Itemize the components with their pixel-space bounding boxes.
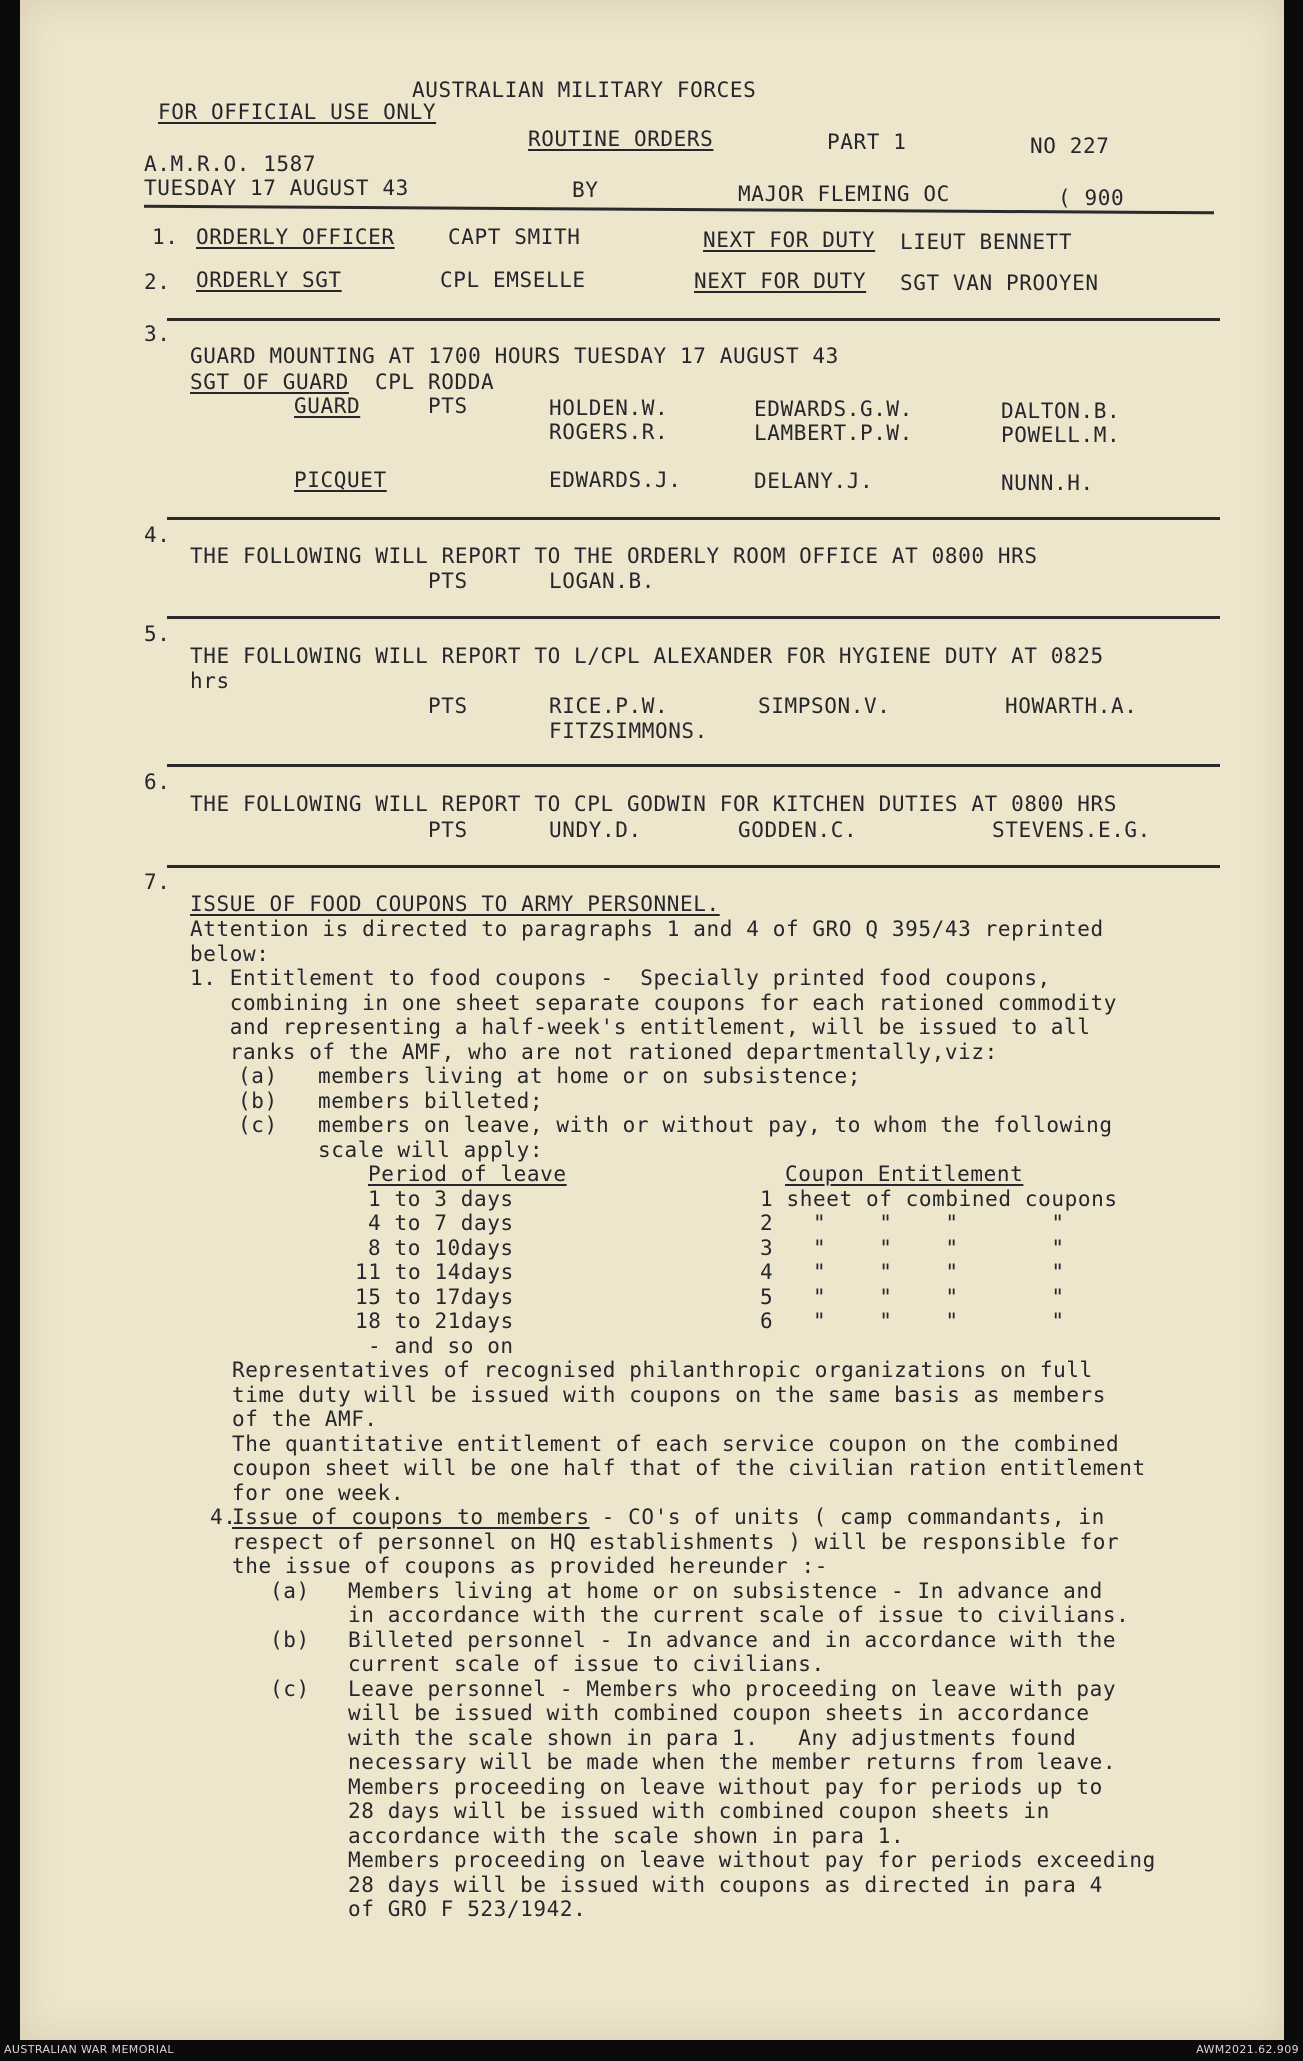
- body-line: respect of personnel on HQ establishments ) will be responsible for: [232, 1530, 1120, 1554]
- document-page: [20, 0, 1284, 2040]
- routine-orders-label: ROUTINE ORDERS: [528, 127, 714, 151]
- person-name: GODDEN.C.: [738, 818, 858, 842]
- leave-period: 8 to 10days: [368, 1236, 514, 1260]
- pts-label: PTS: [428, 818, 468, 842]
- section-number: 6.: [144, 770, 171, 794]
- coupon-entitlement: 5 " " " ": [760, 1285, 1065, 1309]
- coupon-entitlement: 6 " " " ": [760, 1309, 1065, 1333]
- leave-period: 4 to 7 days: [368, 1211, 514, 1235]
- org-title: AUSTRALIAN MILITARY FORCES: [412, 78, 757, 102]
- part-label: PART 1: [827, 130, 907, 154]
- coupon-entitlement: 4 " " " ": [760, 1260, 1065, 1284]
- body-line: Representatives of recognised philanthropic organizations on full: [232, 1358, 1093, 1382]
- item-text: accordance with the scale shown in para 1.: [348, 1824, 905, 1848]
- guard-label: GUARD: [294, 394, 361, 418]
- item-text: Billeted personnel - In advance and in accordance with the: [348, 1628, 1117, 1652]
- person-name: UNDY.D.: [549, 818, 642, 842]
- official-use-label: FOR OFFICIAL USE ONLY: [158, 100, 437, 124]
- item-text: in accordance with the current scale of issue to civilians.: [348, 1603, 1130, 1627]
- person-name: FITZSIMMONS.: [549, 719, 708, 743]
- item-text: members on leave, with or without pay, to whom the following: [318, 1113, 1113, 1137]
- body-line: coupon sheet will be one half that of the civilian ration entitlement: [232, 1456, 1146, 1480]
- order-date: TUESDAY 17 AUGUST 43: [144, 176, 409, 200]
- item-text: members billeted;: [318, 1089, 544, 1113]
- item-text: Leave personnel - Members who proceeding on leave with pay: [348, 1677, 1117, 1701]
- para-first-line: - CO's of units ( camp commandants, in: [588, 1505, 1105, 1529]
- next-for-duty-label: NEXT FOR DUTY: [694, 269, 867, 293]
- report-text: THE FOLLOWING WILL REPORT TO L/CPL ALEXANDER FOR HYGIENE DUTY AT 0825: [190, 644, 1104, 668]
- report-text: THE FOLLOWING WILL REPORT TO CPL GODWIN FOR KITCHEN DUTIES AT 0800 HRS: [190, 792, 1118, 816]
- guard-name: ROGERS.R.: [549, 420, 669, 444]
- section-number: 7.: [144, 870, 171, 894]
- section-number: 5.: [144, 622, 171, 646]
- section-rule: [167, 318, 1220, 321]
- sgt-of-guard-name: CPL RODDA: [375, 370, 495, 394]
- next-for-duty-label: NEXT FOR DUTY: [703, 228, 876, 252]
- guard-name: DALTON.B.: [1001, 399, 1121, 423]
- picquet-label: PICQUET: [294, 468, 387, 492]
- by-label: BY: [572, 178, 599, 202]
- person-name: STEVENS.E.G.: [992, 818, 1151, 842]
- item-text: of GRO F 523/1942.: [348, 1897, 587, 1921]
- section-rule: [167, 865, 1220, 868]
- item-text: with the scale shown in para 1. Any adjustments found: [348, 1726, 1077, 1750]
- body-line: the issue of coupons as provided hereunder :-: [232, 1554, 828, 1578]
- picquet-name: DELANY.J.: [754, 469, 874, 493]
- orderly-sgt-name: CPL EMSELLE: [440, 268, 586, 292]
- order-time: ( 900: [1058, 186, 1125, 210]
- leave-period: 11 to 14days: [355, 1260, 514, 1284]
- leave-period: 18 to 21days: [355, 1309, 514, 1333]
- coupon-entitlement: 1 sheet of combined coupons: [760, 1187, 1118, 1211]
- body-line: scale will apply:: [318, 1138, 544, 1162]
- item-mark: (a): [238, 1064, 278, 1088]
- authority: MAJOR FLEMING OC: [738, 182, 950, 206]
- section-rule: [167, 517, 1220, 520]
- section-rule: [167, 764, 1220, 767]
- body-line: combining in one sheet separate coupons for each rationed commodity: [190, 991, 1118, 1015]
- item-text: will be issued with combined coupon sheets in accordance: [348, 1701, 1090, 1725]
- column-header-coupon: Coupon Entitlement: [785, 1162, 1024, 1186]
- sgt-of-guard-label: SGT OF GUARD: [190, 370, 349, 394]
- item-mark: (c): [238, 1113, 278, 1137]
- header-rule: [144, 205, 1214, 215]
- section-number: 4.: [144, 523, 171, 547]
- body-line: below:: [190, 942, 270, 966]
- guard-name: HOLDEN.W.: [549, 396, 669, 420]
- item-mark: (b): [238, 1089, 278, 1113]
- guard-name: EDWARDS.G.W.: [754, 397, 913, 421]
- guard-name: LAMBERT.P.W.: [754, 421, 913, 445]
- item-mark: (b): [270, 1628, 310, 1652]
- report-text-cont: hrs: [190, 669, 230, 693]
- next-sgt-name: SGT VAN PROOYEN: [900, 271, 1099, 295]
- orderly-officer-label: ORDERLY OFFICER: [196, 225, 395, 249]
- body-line: Attention is directed to paragraphs 1 and 4 of GRO Q 395/43 reprinted: [190, 917, 1104, 941]
- amro-number: A.M.R.O. 1587: [144, 152, 317, 176]
- column-header-period: Period of leave: [368, 1162, 567, 1186]
- leave-period: 1 to 3 days: [368, 1187, 514, 1211]
- guard-mounting-text: GUARD MOUNTING AT 1700 HOURS TUESDAY 17 AUGUST 43: [190, 344, 839, 368]
- body-line: ranks of the AMF, who are not rationed departmentally,viz:: [190, 1040, 998, 1064]
- item-text: current scale of issue to civilians.: [348, 1652, 825, 1676]
- order-number: NO 227: [1030, 134, 1110, 158]
- para-heading: Issue of coupons to members: [232, 1505, 590, 1529]
- section-number: 3.: [144, 322, 171, 346]
- body-line: 1. Entitlement to food coupons - Specially printed food coupons,: [190, 966, 1051, 990]
- section-number: 2.: [144, 270, 171, 294]
- person-name: RICE.P.W.: [549, 694, 669, 718]
- item-text: Members proceeding on leave without pay for periods up to: [348, 1775, 1103, 1799]
- body-line: and representing a half-week's entitlement, will be issued to all: [190, 1015, 1091, 1039]
- next-officer-name: LIEUT BENNETT: [900, 230, 1073, 254]
- body-line: time duty will be issued with coupons on the same basis as members: [232, 1383, 1107, 1407]
- pts-label: PTS: [428, 694, 468, 718]
- pts-label: PTS: [428, 394, 468, 418]
- report-text: THE FOLLOWING WILL REPORT TO THE ORDERLY ROOM OFFICE AT 0800 HRS: [190, 544, 1038, 568]
- item-mark: (c): [270, 1677, 310, 1701]
- body-line: for one week.: [232, 1481, 405, 1505]
- picquet-name: NUNN.H.: [1001, 471, 1094, 495]
- footer-left: AUSTRALIAN WAR MEMORIAL: [4, 2043, 174, 2056]
- para-number: 4.: [210, 1505, 237, 1529]
- footer-right: AWM2021.62.909: [1196, 2043, 1299, 2056]
- orderly-sgt-label: ORDERLY SGT: [196, 268, 342, 292]
- person-name: HOWARTH.A.: [1005, 694, 1138, 718]
- picquet-name: EDWARDS.J.: [549, 468, 682, 492]
- coupon-entitlement: 3 " " " ": [760, 1236, 1065, 1260]
- item-text: members living at home or on subsistence;: [318, 1064, 861, 1088]
- item-mark: (a): [270, 1579, 310, 1603]
- orderly-officer-name: CAPT SMITH: [448, 225, 581, 249]
- item-text: necessary will be made when the member returns from leave.: [348, 1750, 1117, 1774]
- section-number: 1.: [152, 225, 179, 249]
- coupon-entitlement: 2 " " " ": [760, 1211, 1065, 1235]
- guard-name: POWELL.M.: [1001, 423, 1121, 447]
- item-text: 28 days will be issued with coupons as directed in para 4: [348, 1873, 1103, 1897]
- body-line: The quantitative entitlement of each service coupon on the combined: [232, 1432, 1120, 1456]
- section-title: ISSUE OF FOOD COUPONS TO ARMY PERSONNEL.: [190, 892, 720, 916]
- item-text: 28 days will be issued with combined coupon sheets in: [348, 1799, 1050, 1823]
- pts-label: PTS: [428, 569, 468, 593]
- item-text: Members living at home or on subsistence - In advance and: [348, 1579, 1103, 1603]
- body-line: of the AMF.: [232, 1407, 378, 1431]
- person-name: LOGAN.B.: [549, 569, 655, 593]
- leave-period: 15 to 17days: [355, 1285, 514, 1309]
- person-name: SIMPSON.V.: [758, 694, 891, 718]
- section-rule: [167, 616, 1220, 619]
- item-text: Members proceeding on leave without pay for periods exceeding: [348, 1848, 1156, 1872]
- leave-period: - and so on: [368, 1334, 514, 1358]
